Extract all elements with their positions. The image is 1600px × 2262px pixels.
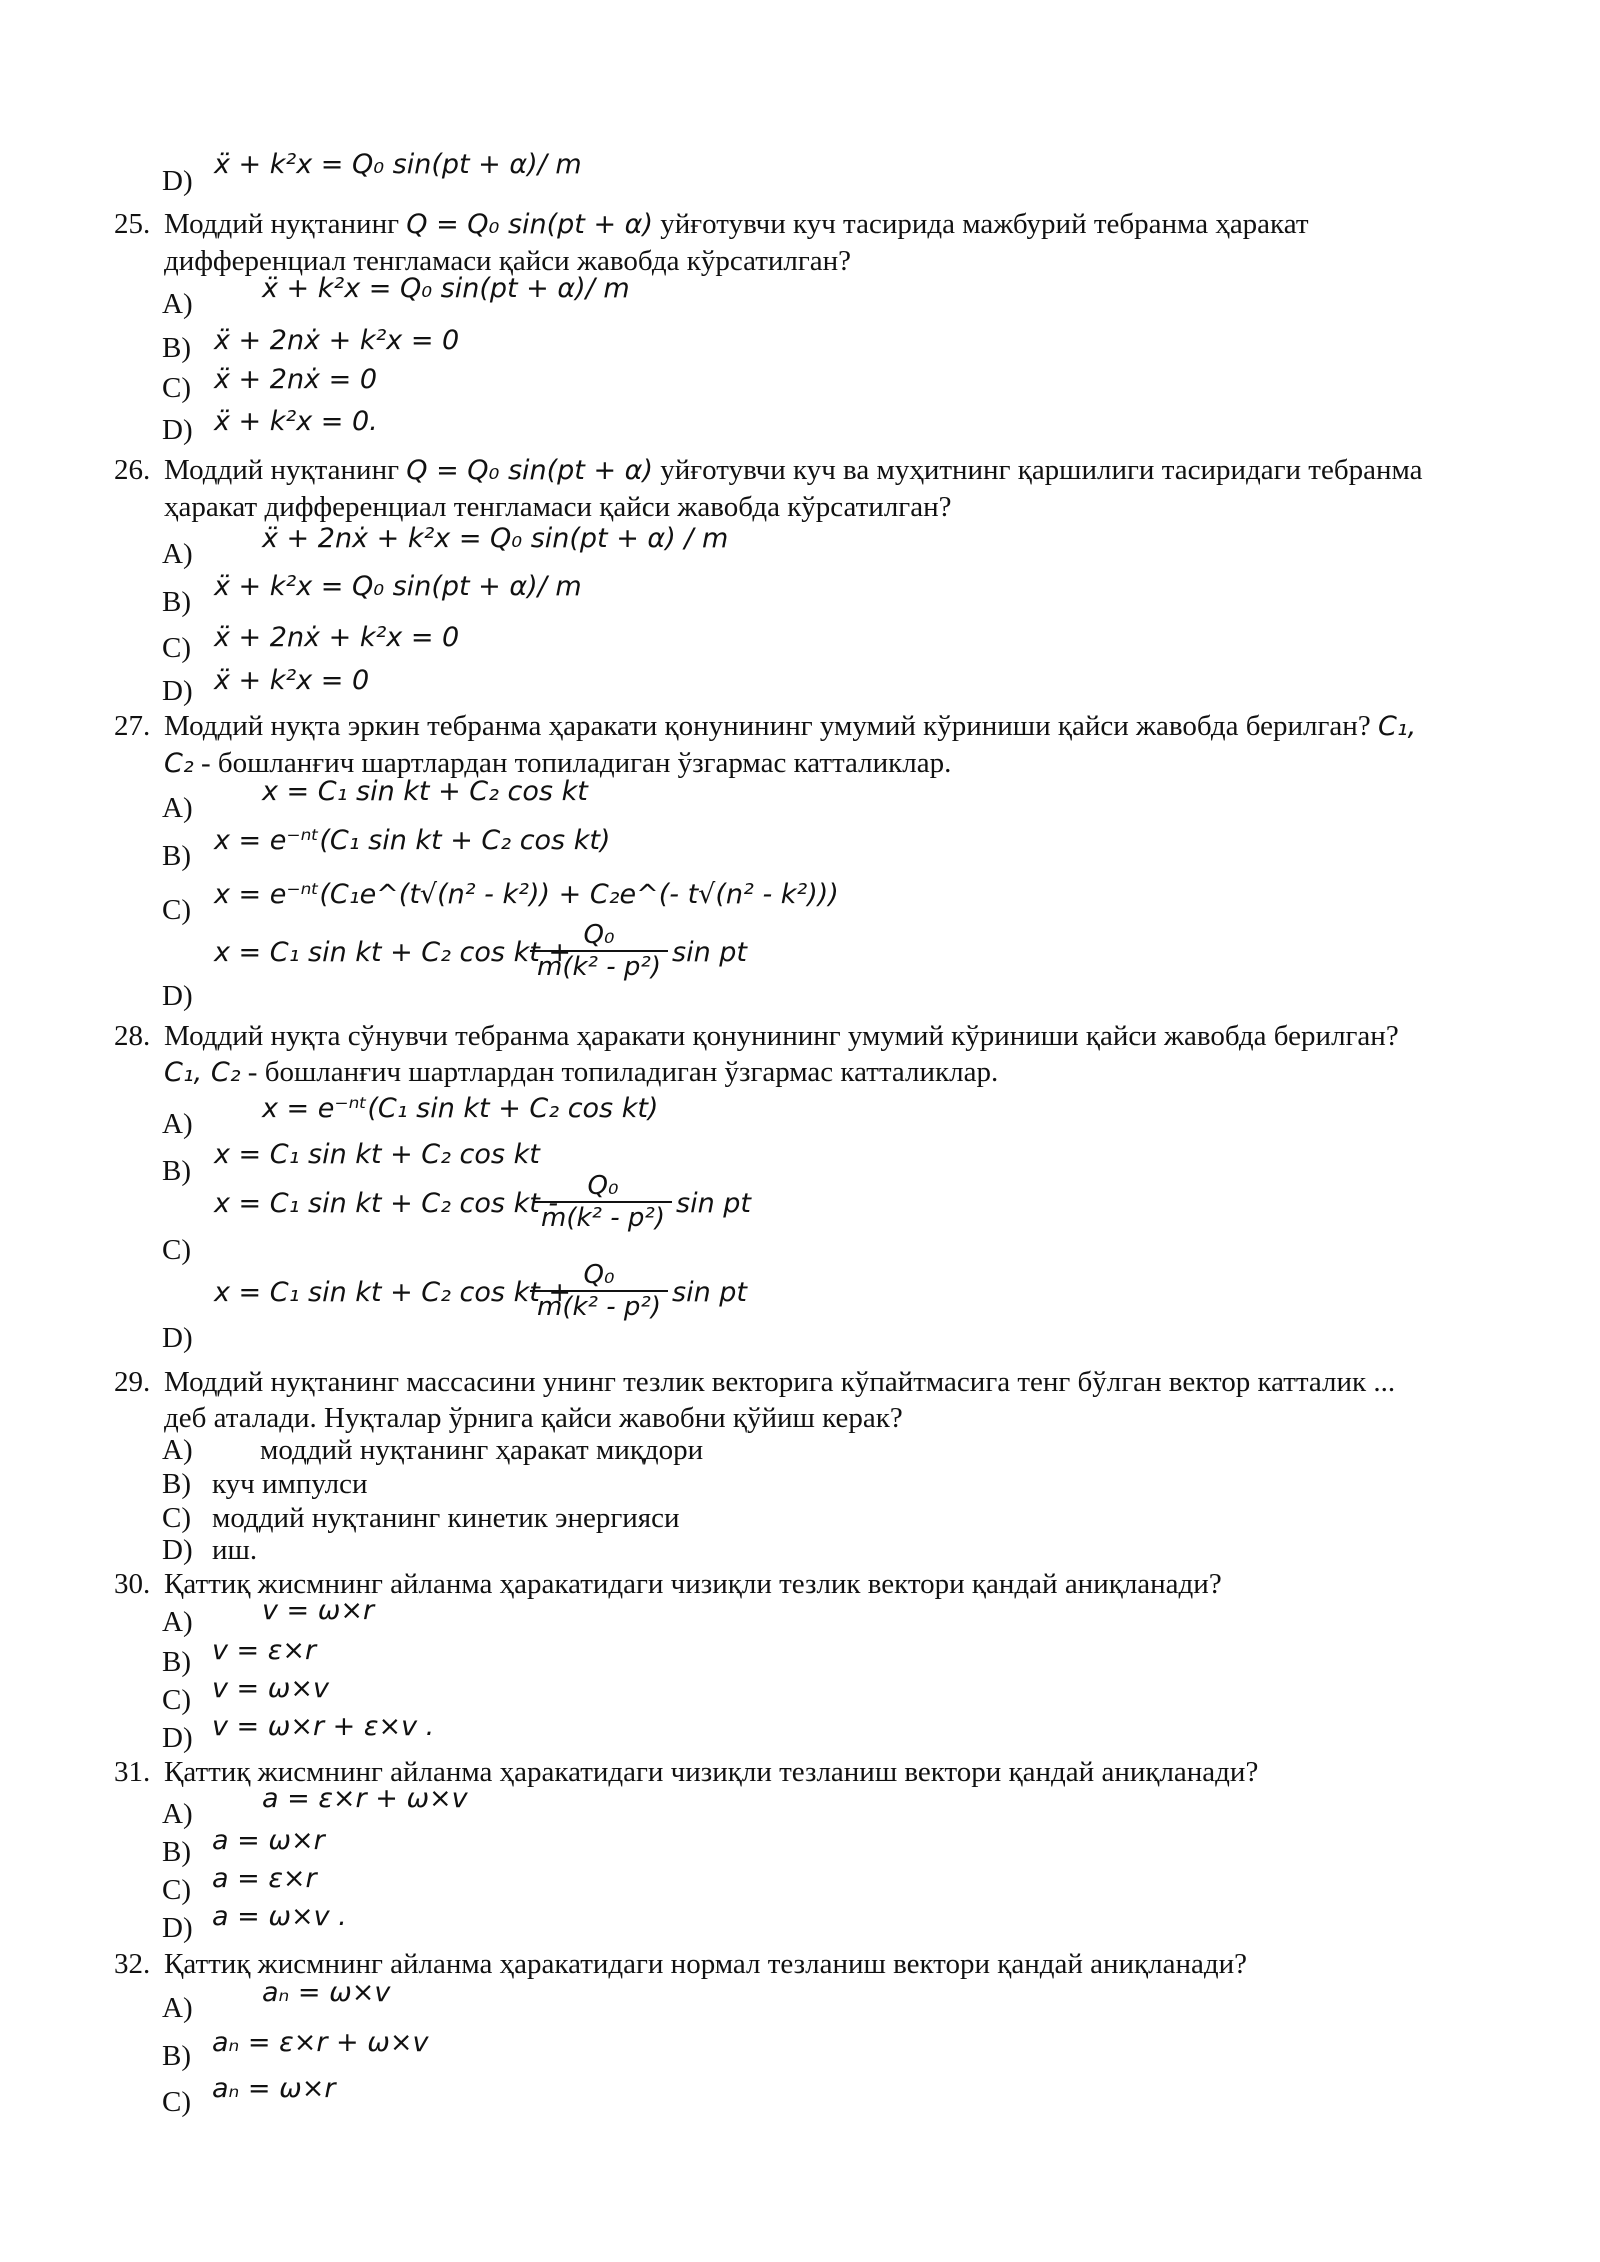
q25-option-d-label: D) bbox=[162, 414, 193, 446]
q25-option-c-formula: ẍ + 2nẋ = 0 bbox=[214, 364, 378, 395]
q26-option-b-formula: ẍ + k²x = Q₀ sin(pt + α)/ m bbox=[214, 571, 582, 602]
q29-option-a-text: моддий нуқтанинг ҳаракат миқдори bbox=[260, 1434, 704, 1466]
q26-option-b-label: B) bbox=[162, 586, 191, 618]
q26-option-d-label: D) bbox=[162, 675, 193, 707]
question-29 bbox=[114, 1364, 1444, 1436]
fraction-numerator: Q₀ bbox=[583, 920, 615, 950]
q27-option-c-formula: x = e⁻ⁿᵗ(C₁e^(t√(n² - k²)) + C₂e^(- t√(n² - k²))) bbox=[214, 879, 839, 910]
q31-option-c-formula: a = ε×r bbox=[212, 1863, 317, 1894]
question-constants: C₁, C₂ bbox=[164, 711, 1417, 779]
question-text: Қаттиқ жисмнинг айланма ҳаракатидаги нормал тезланиш вектори қандай аниқланади? bbox=[164, 1948, 1247, 1980]
q26-option-c-label: C) bbox=[162, 632, 191, 664]
q31-option-a-formula: a = ε×r + ω×v bbox=[262, 1783, 468, 1814]
q28-option-a-label: A) bbox=[162, 1108, 193, 1140]
q28-option-c-formula: x = C₁ sin kt + C₂ cos kt - bbox=[214, 1188, 559, 1219]
question-27 bbox=[114, 708, 1444, 780]
question-number: 31. bbox=[114, 1756, 151, 1788]
q31-option-d-formula: a = ω×v . bbox=[212, 1901, 347, 1932]
q32-option-b-formula: aₙ = ε×r + ω×v bbox=[212, 2027, 429, 2058]
fraction-denominator: m(k² - p²) bbox=[537, 1292, 661, 1322]
question-number: 28. bbox=[114, 1020, 151, 1052]
q24-option-d-formula: ẍ + k²x = Q₀ sin(pt + α)/ m bbox=[214, 149, 582, 180]
q29-option-b-text: куч импулси bbox=[212, 1468, 368, 1500]
q27-option-c-label: C) bbox=[162, 894, 191, 926]
q29-option-c-label: C) bbox=[162, 1502, 191, 1534]
question-text: Қаттиқ жисмнинг айланма ҳаракатидаги чизиқли тезлик вектори қандай аниқланади? bbox=[164, 1568, 1222, 1600]
q29-option-a-label: A) bbox=[162, 1434, 193, 1466]
q27-option-d-tail: sin pt bbox=[672, 937, 747, 968]
question-number: 27. bbox=[114, 710, 151, 742]
q30-option-d-formula: v = ω×r + ε×v . bbox=[212, 1711, 435, 1742]
q27-option-a-formula: x = C₁ sin kt + C₂ cos kt bbox=[262, 776, 588, 807]
q25-option-a-label: A) bbox=[162, 288, 193, 320]
q28-option-c-label: C) bbox=[162, 1234, 191, 1266]
q26-option-a-label: A) bbox=[162, 538, 193, 570]
q30-option-d-label: D) bbox=[162, 1722, 193, 1754]
q27-option-d-label: D) bbox=[162, 980, 193, 1012]
q25-option-a-formula: ẍ + k²x = Q₀ sin(pt + α)/ m bbox=[262, 273, 630, 304]
question-number: 32. bbox=[114, 1948, 151, 1980]
q28-option-b-formula: x = C₁ sin kt + C₂ cos kt bbox=[214, 1139, 540, 1170]
q32-option-a-label: A) bbox=[162, 1992, 193, 2024]
fraction-denominator: m(k² - p²) bbox=[537, 952, 661, 982]
q30-option-c-formula: v = ω×v bbox=[212, 1673, 329, 1704]
question-formula: Q = Q₀ sin(pt + α) bbox=[406, 455, 654, 486]
fraction-denominator: m(k² - p²) bbox=[541, 1203, 665, 1233]
q28-option-d-tail: sin pt bbox=[672, 1277, 747, 1308]
q27-option-b-label: B) bbox=[162, 840, 191, 872]
q28-option-b-label: B) bbox=[162, 1155, 191, 1187]
question-text: Моддий нуқтанинг Q = Q₀ sin(pt + α) уйғотувчи куч тасирида мажбурий тебранма ҳаракат дифференциал тенгламаси қайси жавобда кўрсатилган? bbox=[164, 208, 1309, 277]
q32-option-c-label: C) bbox=[162, 2086, 191, 2118]
q25-option-c-label: C) bbox=[162, 372, 191, 404]
q28-option-d-formula: x = C₁ sin kt + C₂ cos kt + bbox=[214, 1277, 571, 1308]
question-28 bbox=[114, 1018, 1444, 1090]
question-text: Моддий нуқтанинг Q = Q₀ sin(pt + α) уйғотувчи куч ва муҳитнинг қаршилиги тасиридаги тебранма ҳаракат дифференциал тенгламаси қайси жавобда кўрсатилган? bbox=[164, 454, 1423, 523]
q26-option-d-formula: ẍ + k²x = 0 bbox=[214, 665, 370, 696]
question-constants: C₁, C₂ bbox=[164, 1057, 241, 1088]
q24-option-d-label: D) bbox=[162, 165, 193, 197]
question-number: 29. bbox=[114, 1366, 151, 1398]
question-text: Қаттиқ жисмнинг айланма ҳаракатидаги чизиқли тезланиш вектори қандай аниқланади? bbox=[164, 1756, 1259, 1788]
question-text: Моддий нуқта эркин тебранма ҳаракати қонунининг умумий кўриниши қайси жавобда берилган? C₁, C₂ - бошланғич шартлардан топиладиган ўзгармас катталиклар. bbox=[164, 710, 1417, 779]
q30-option-a-label: A) bbox=[162, 1606, 193, 1638]
question-number: 30. bbox=[114, 1568, 151, 1600]
q29-option-d-label: D) bbox=[162, 1534, 193, 1566]
q27-option-d-formula: x = C₁ sin kt + C₂ cos kt + bbox=[214, 937, 571, 968]
fraction-numerator: Q₀ bbox=[587, 1171, 619, 1201]
q30-option-a-formula: v = ω×r bbox=[262, 1595, 375, 1626]
q30-option-b-formula: v = ε×r bbox=[212, 1635, 317, 1666]
question-text: Моддий нуқта сўнувчи тебранма ҳаракати қонунининг умумий кўриниши қайси жавобда берилган? C₁, C₂ - бошланғич шартлардан топиладиган ўзгармас катталиклар. bbox=[164, 1020, 1399, 1088]
question-text: Моддий нуқтанинг массасини унинг тезлик векторига кўпайтмасига тенг бўлган вектор катталик ... деб аталади. Нуқталар ўрнига қайси жавобни қўйиш керак? bbox=[164, 1366, 1396, 1434]
q28-option-d-fraction bbox=[530, 1260, 668, 1322]
question-number: 25. bbox=[114, 208, 151, 240]
fraction-numerator: Q₀ bbox=[583, 1260, 615, 1290]
q30-option-c-label: C) bbox=[162, 1684, 191, 1716]
q26-option-c-formula: ẍ + 2nẋ + k²x = 0 bbox=[214, 622, 460, 653]
q30-option-b-label: B) bbox=[162, 1646, 191, 1678]
q31-option-d-label: D) bbox=[162, 1912, 193, 1944]
q25-option-b-label: B) bbox=[162, 332, 191, 364]
question-25 bbox=[114, 206, 1444, 278]
q32-option-a-formula: aₙ = ω×v bbox=[262, 1977, 391, 2008]
q26-option-a-formula: ẍ + 2nẋ + k²x = Q₀ sin(pt + α) / m bbox=[262, 523, 729, 554]
q31-option-b-formula: a = ω×r bbox=[212, 1825, 325, 1856]
q32-option-b-label: B) bbox=[162, 2040, 191, 2072]
question-formula: Q = Q₀ sin(pt + α) bbox=[406, 209, 654, 240]
q27-option-a-label: A) bbox=[162, 792, 193, 824]
question-26 bbox=[114, 452, 1444, 524]
q27-option-b-formula: x = e⁻ⁿᵗ(C₁ sin kt + C₂ cos kt) bbox=[214, 825, 611, 856]
q28-option-a-formula: x = e⁻ⁿᵗ(C₁ sin kt + C₂ cos kt) bbox=[262, 1093, 659, 1124]
q32-option-c-formula: aₙ = ω×r bbox=[212, 2073, 336, 2104]
question-number: 26. bbox=[114, 454, 151, 486]
q27-option-d-fraction bbox=[530, 920, 668, 982]
q25-option-b-formula: ẍ + 2nẋ + k²x = 0 bbox=[214, 325, 460, 356]
q28-option-d-label: D) bbox=[162, 1322, 193, 1354]
q28-option-c-tail: sin pt bbox=[676, 1188, 751, 1219]
q29-option-b-label: B) bbox=[162, 1468, 191, 1500]
q25-option-d-formula: ẍ + k²x = 0. bbox=[214, 406, 378, 437]
q31-option-a-label: A) bbox=[162, 1798, 193, 1830]
q31-option-c-label: C) bbox=[162, 1874, 191, 1906]
q31-option-b-label: B) bbox=[162, 1836, 191, 1868]
q29-option-d-text: иш. bbox=[212, 1534, 258, 1566]
q28-option-c-fraction bbox=[534, 1171, 672, 1233]
q29-option-c-text: моддий нуқтанинг кинетик энергияси bbox=[212, 1502, 680, 1534]
